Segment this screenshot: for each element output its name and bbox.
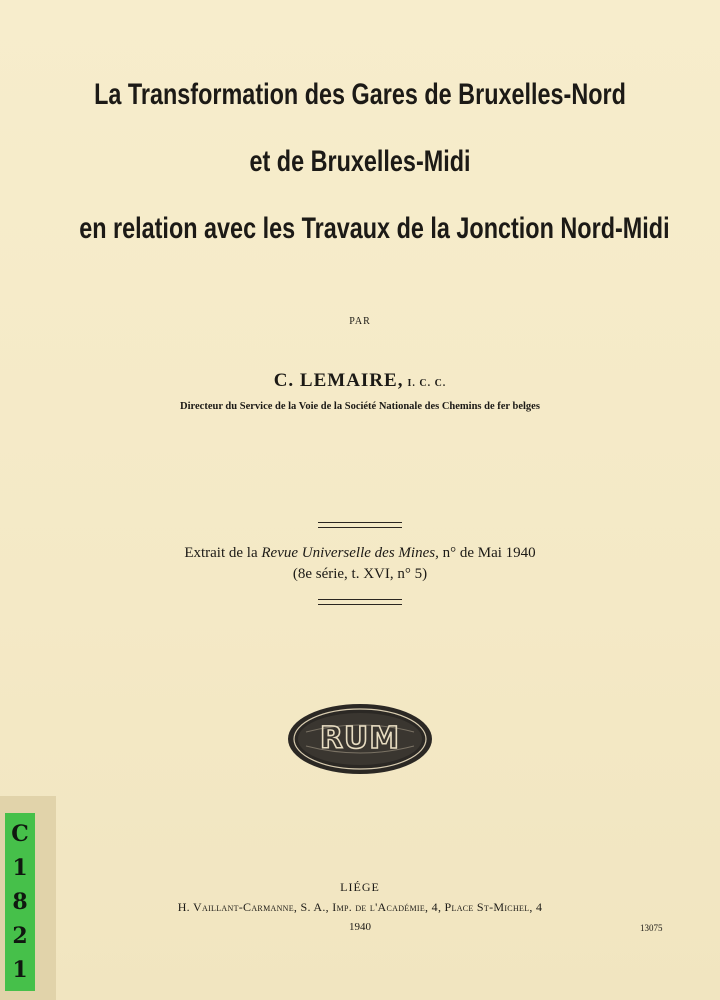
extract-prefix: Extrait de la: [184, 545, 262, 561]
imprint-city: LIÉGE: [340, 880, 380, 894]
extract-suffix: n° de Mai 1940: [438, 545, 536, 561]
extract-line-1: [0, 543, 720, 564]
author-position: Directeur du Service de la Voie de la Société Nationale des Chemins de fer belges: [180, 401, 540, 412]
rum-emblem-icon: [286, 702, 434, 781]
double-rule-bottom: [318, 599, 402, 605]
print-code: 13075: [640, 923, 663, 933]
title-line-3: en relation avec les Travaux de la Jonction Nord-Midi: [79, 212, 670, 245]
call-number-char: 1: [12, 855, 28, 881]
call-number-char: 2: [12, 923, 28, 949]
rum-emblem-text: RUM: [319, 721, 401, 756]
library-call-number-label: [5, 813, 35, 991]
title-line-1: La Transformation des Gares de Bruxelles-Nord: [94, 78, 626, 111]
extract-note: [0, 543, 720, 585]
title-line-2: et de Bruxelles-Midi: [249, 145, 471, 178]
imprint-year: 1940: [349, 921, 371, 933]
author-credentials: I. C. C.: [407, 378, 447, 389]
author-line: [0, 370, 720, 392]
journal-name: Revue Universelle des Mines,: [261, 545, 439, 561]
imprint-printer: H. Vaillant-Carmanne, S. A., Imp. de l'Académie, 4, Place St-Michel, 4: [177, 900, 543, 914]
call-number-char: C: [11, 821, 29, 847]
par-label: PAR: [349, 316, 371, 327]
extract-line-2: (8e série, t. XVI, n° 5): [292, 566, 428, 582]
author-name: C. LEMAIRE,: [273, 370, 404, 391]
call-number-char: 1: [12, 957, 28, 983]
call-number-char: 8: [12, 889, 28, 915]
double-rule-top: [318, 522, 402, 528]
